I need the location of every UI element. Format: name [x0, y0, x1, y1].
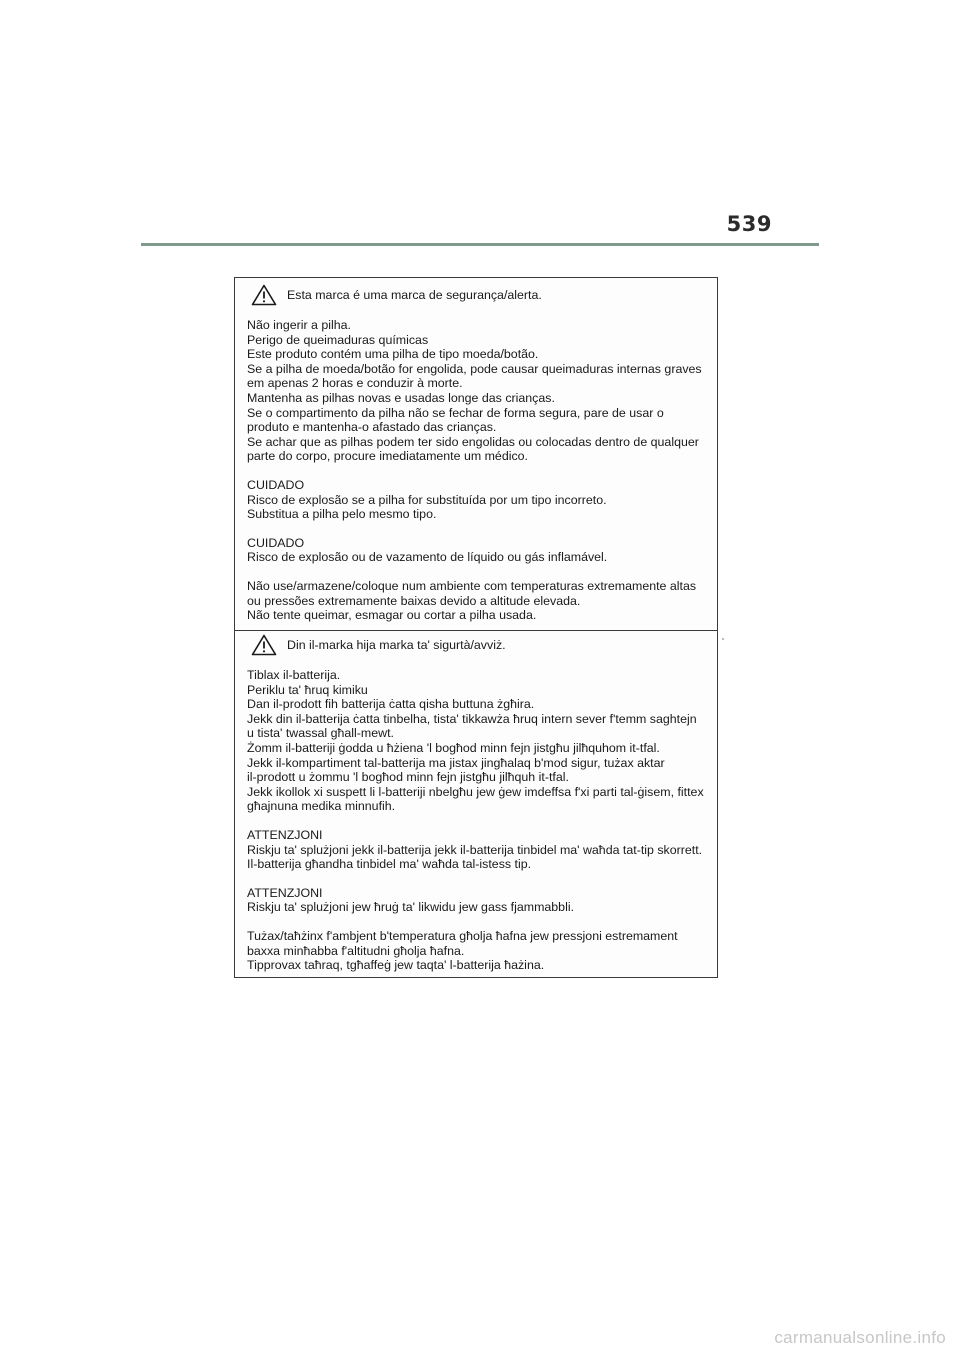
text-line: Tipprovax taħraq, tgħaffeġ jew taqta' l-batterija ħażina. — [247, 958, 545, 973]
watermark: carmanualsonline.info — [774, 1328, 946, 1347]
header-rule — [141, 243, 819, 246]
maltese-paragraph — [247, 668, 705, 814]
warning-triangle-icon — [251, 634, 277, 656]
portuguese-section — [247, 278, 705, 630]
text-line: Não use/armazene/coloque num ambiente com temperaturas extremamente altas — [247, 578, 697, 593]
portuguese-paragraph — [247, 478, 705, 522]
text-line: Tiblax il-batterija. — [247, 668, 341, 682]
portuguese-alert — [251, 284, 705, 306]
text-line: Periklu ta' ħruq kimiku — [247, 682, 368, 697]
text-line: Não ingerir a pilha. — [247, 318, 352, 332]
warning-triangle-icon — [251, 284, 277, 306]
text-line: Se achar que as pilhas podem ter sido engolidas ou colocadas dentro de qualquer — [247, 434, 699, 449]
text-line: ATTENZJONI — [247, 827, 323, 842]
text-line: Não tente queimar, esmagar ou cortar a pilha usada. — [247, 608, 537, 623]
text-line: Jekk il-kompartiment tal-batterija ma jistax jingħalaq b'mod sigur, tużax aktar — [247, 755, 665, 770]
text-line: Jekk din il-batterija ċatta tinbelha, tista' tikkawża ħruq intern sever f'temm saghtejn — [247, 711, 697, 726]
portuguese-paragraph — [247, 318, 705, 464]
alert-text: Esta marca é uma marca de segurança/alerta. — [287, 287, 542, 302]
text-line: Este produto contém uma pilha de tipo moeda/botão. — [247, 347, 539, 362]
text-line: il-prodott u żommu 'l bogħod minn fejn jistgħu jilħquh it-tfal. — [247, 770, 569, 785]
text-line: ou pressões extremamente baixas devido a altitude elevada. — [247, 593, 581, 608]
text-line: Perigo de queimaduras químicas — [247, 332, 429, 347]
portuguese-paragraph — [247, 579, 705, 623]
text-line: Se a pilha de moeda/botão for engolida, pode causar queimaduras internas graves — [247, 361, 702, 376]
text-line: Dan il-prodott fih batterija ċatta qisha buttuna żgħira. — [247, 697, 535, 712]
text-line: produto e mantenha-o afastado das crianças. — [247, 420, 497, 435]
text-line: Risco de explosão ou de vazamento de líquido ou gás inflamável. — [247, 550, 608, 565]
text-line: Se o compartimento da pilha não se fechar de forma segura, pare de usar o — [247, 405, 664, 420]
text-line: Mantenha as pilhas novas e usadas longe das crianças. — [247, 390, 555, 405]
text-line: Riskju ta' splużjoni jew ħruġ ta' likwidu jew gass fjammabbli. — [247, 900, 575, 915]
portuguese-paragraph — [247, 536, 705, 565]
text-line: Substitua a pilha pelo mesmo tipo. — [247, 507, 437, 522]
maltese-section — [235, 630, 717, 973]
maltese-paragraph — [247, 929, 705, 973]
text-line: Risco de explosão se a pilha for substituída por um tipo incorreto. — [247, 492, 607, 507]
text-line: Riskju ta' splużjoni jekk il-batterija jekk il-batterija tinbidel ma' waħda tat-tip skorrett. — [247, 842, 703, 857]
text-line: parte do corpo, procure imediatamente um médico. — [247, 449, 528, 464]
text-line: Tużax/taħżinx f'ambjent b'temperatura għolja ħafna jew pressjoni estremament — [247, 928, 678, 943]
text-line: Jekk ikollok xi suspett li l-batteriji nbelgħu jew ġew imdeffsa f'xi parti tal-ġisem, fittex — [247, 784, 704, 799]
maltese-paragraph — [247, 828, 705, 872]
text-line: Il-batterija għandha tinbidel ma' waħda tal-istess tip. — [247, 857, 532, 872]
text-line: CUIDADO — [247, 535, 305, 550]
maltese-paragraph — [247, 886, 705, 915]
alert-text: Din il-marka hija marka ta' sigurtà/avviż. — [287, 637, 506, 652]
text-line: em apenas 2 horas e conduzir à morte. — [247, 376, 463, 391]
scan-speck — [722, 638, 724, 640]
battery-warning-label — [234, 277, 718, 978]
text-line: CUIDADO — [247, 477, 305, 492]
page-number: 539 — [726, 212, 772, 236]
text-line: ATTENZJONI — [247, 885, 323, 900]
maltese-alert — [251, 634, 705, 656]
text-line: għajnuna medika minnufih. — [247, 799, 396, 814]
text-line: Żomm il-batteriji ġodda u ħżiena 'l bogħod minn fejn jistgħu jilħquhom it-tfal. — [247, 740, 660, 755]
text-line: u tista' twassal għall-mewt. — [247, 726, 394, 741]
text-line: baxxa minħabba f'altitudni għolja ħafna. — [247, 943, 465, 958]
